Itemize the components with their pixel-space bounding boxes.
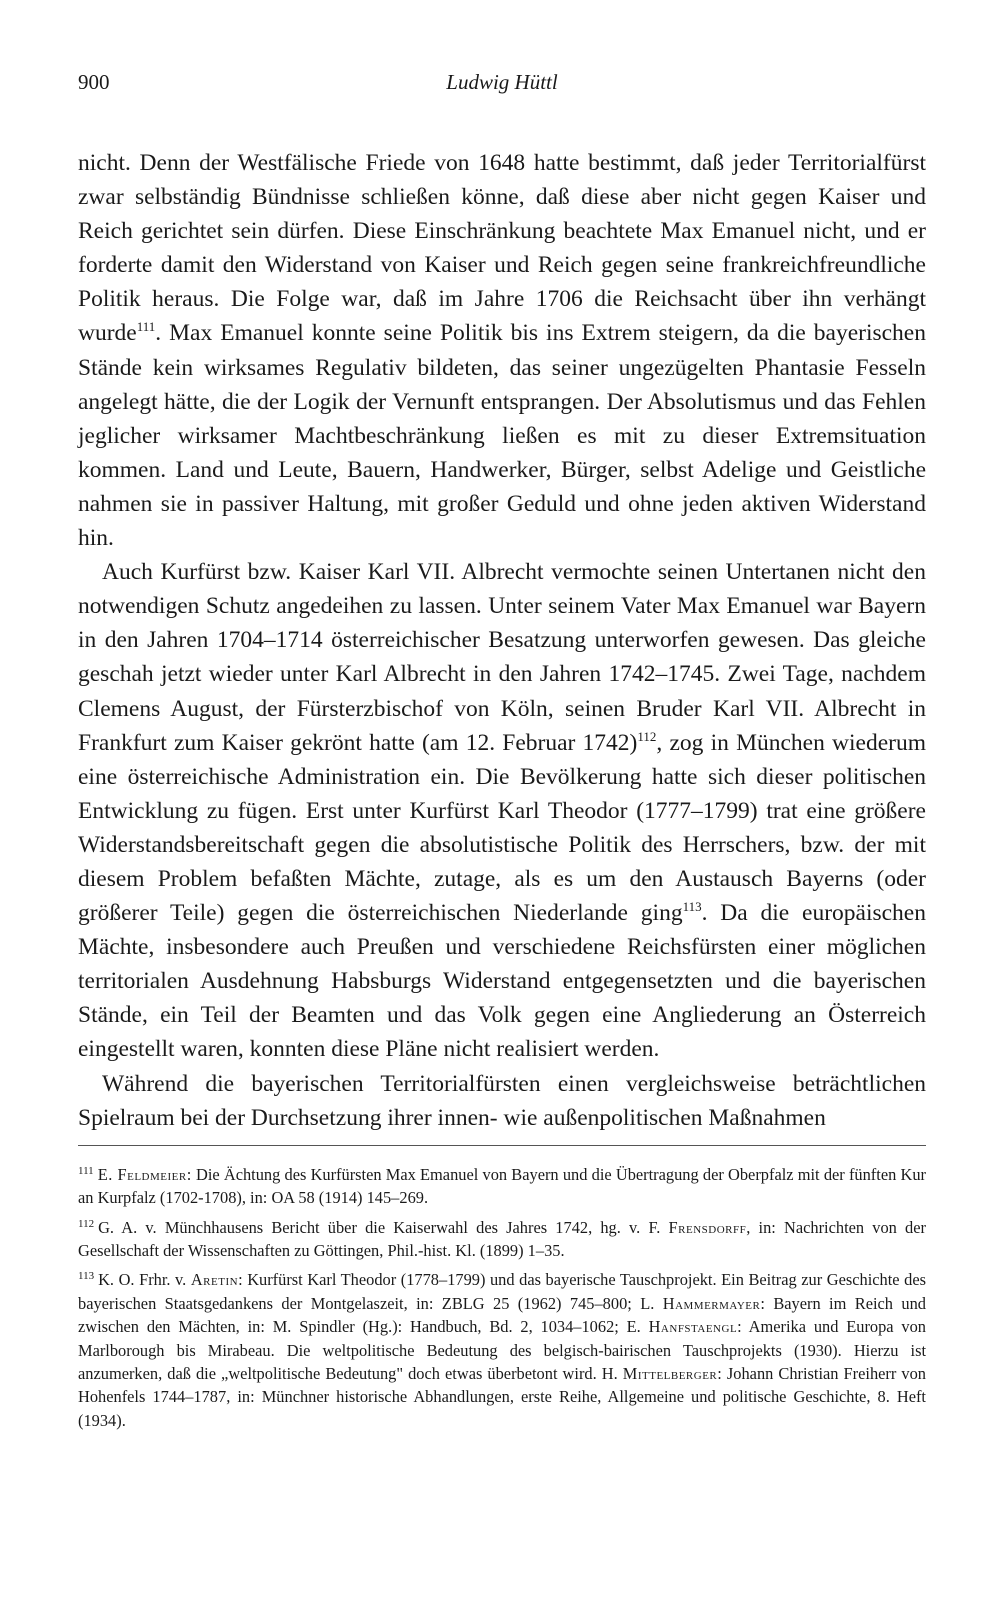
footnote-113 (78, 1265, 926, 1432)
footnote-author: Frensdorff (668, 1217, 747, 1237)
footnote-divider (78, 1145, 926, 1146)
body-text (78, 146, 926, 1135)
footnote-author: Hanfstaengl (648, 1317, 738, 1337)
paragraph-1 (78, 146, 926, 555)
footnote-author: E. Feldmeier: (97, 1164, 192, 1184)
footnote-text: , in: Nachrichten von der Gesellschaft der Wissenschaften zu Göttingen, Phil.-hist. Kl. (1899) 1–35. (78, 1217, 926, 1260)
paragraph-2-text-a: Auch Kurfürst bzw. Kaiser Karl VII. Albrecht vermochte seinen Untertanen nicht den notwendigen Schutz angedeihen zu lassen. Unter seinem Vater Max Emanuel war Bayern in den Jahren 1704–1714 österreichischer Besatzung unterworfen gewesen. Das gleiche geschah jetzt wieder unter Karl Albrecht in den Jahren 1742–1745. Zwei Tage, nachdem Clemens August, der Fürsterzbischof von Köln, seinen Bruder Karl VII. Albrecht in Frankfurt zum Kaiser gekrönt hatte (am 12. Februar 1742) (78, 559, 926, 756)
paragraph-2-text-c: . Da die europäischen Mächte, insbesondere auch Preußen und verschiedene Reichsfürsten einer möglichen territorialen Ausdehnung Habsburgs Widerstand entgegensetzten und die bayerischen Stände, ein Teil der Beamten und das Volk gegen eine Angliederung an Österreich eingestellt waren, konnten diese Pläne nicht realisiert werden. (78, 900, 926, 1063)
footnote-text: : Kurfürst Karl Theodor (1778–1799) und das bayerische Tauschprojekt. Ein Beitrag zur Geschichte des bayerischen Staatsgedankens der Montgelaszeit, in: ZBLG 25 (1962) 745–800; L. (78, 1270, 926, 1313)
footnote-ref-113[interactable]: 113 (682, 899, 702, 915)
footnote-author: Aretin (190, 1270, 239, 1290)
running-title: Ludwig Hüttl (446, 70, 558, 94)
footnote-ref-112[interactable]: 112 (637, 728, 657, 744)
book-page (78, 70, 926, 1435)
paragraph-1-text-b: . Max Emanuel konnte seine Politik bis ins Extrem steigern, da die bayerischen Stände kein wirksames Regulativ bildeten, das seiner ungezügelten Phantasie Fesseln angelegt hätte, die der Logik der Vernunft entsprangen. Der Absolutismus und das Fehlen jeglicher wirksamer Machtbeschränkung ließen es mit zu dieser Extremsituation kommen. Land und Leute, Bauern, Handwerker, Bürger, selbst Adelige und Geistliche nahmen sie in passiver Haltung, mit großer Geduld und ohne jeden aktiven Widerstand hin. (78, 320, 926, 552)
footnotes (78, 1160, 926, 1432)
footnote-text: K. O. Frhr. v. (98, 1270, 191, 1290)
running-head (78, 70, 926, 104)
footnote-ref-111[interactable]: 111 (136, 319, 156, 335)
paragraph-2-text-b: , zog in München wiederum eine österreichische Administration ein. Die Bevölkerung hatte sich dieser politischen Entwicklung zu fügen. Erst unter Kurfürst Karl Theodor (1777–1799) trat eine größere Widerstandsbereitschaft gegen die absolutistische Politik des Herrschers, bzw. der mit diesem Problem befaßten Mächte, zutage, als es um den Austausch Bayerns (oder größerer Teile) gegen die österreichischen Niederlande ging (78, 729, 926, 927)
paragraph-3: Während die bayerischen Territorialfürsten einen vergleichsweise beträchtlichen Spielraum bei der Durchsetzung ihrer innen- wie außenpolitischen Maßnahmen (78, 1070, 926, 1131)
footnote-author: Hammermayer (662, 1293, 761, 1313)
footnote-author: Mittelberger (622, 1363, 718, 1383)
footnote-112 (78, 1213, 926, 1263)
footnote-number: 112 (78, 1217, 95, 1230)
page-number: 900 (78, 70, 110, 94)
paragraph-1-text-a: nicht. Denn der Westfälische Friede von 1648 hatte bestimmt, daß jeder Territorialfürst zwar selbständig Bündnisse schließen könne, daß diese aber nicht gegen Kaiser und Reich gerichtet sein dürfen. Diese Einschränkung beachtete Max Emanuel nicht, und er forderte damit den Widerstand von Kaiser und Reich gegen seine frankreichfreundliche Politik heraus. Die Folge war, daß im Jahre 1706 die Reichsacht über ihn verhängt wurde (78, 150, 926, 347)
footnote-text: G. A. v. Münchhausens Bericht über die Kaiserwahl des Jahres 1742, hg. v. F. (98, 1217, 669, 1237)
footnote-text: : Amerika und Europa von Marlborough bis Mirabeau. Die weltpolitische Bedeutung des belgisch-bairischen Tauschprojekts (1930). Hierzu ist anzumerken, daß die „weltpolitische Bedeutung" doch etwas überbetont wird. H. (78, 1317, 926, 1383)
footnote-111 (78, 1160, 926, 1210)
footnote-number: 111 (78, 1164, 94, 1177)
footnote-text: : Bayern im Reich und zwischen den Mächten, in: M. Spindler (Hg.): Handbuch, Bd. 2, 1034–1062; E. (78, 1293, 926, 1337)
footnote-number: 113 (78, 1270, 95, 1283)
footnote-text: : Johann Christian Freiherr von Hohenfels 1744–1787, in: Münchner historische Abhandlungen, erste Reihe, Allgemeine und politische Geschichte, 8. Heft (1934). (78, 1363, 926, 1430)
paragraph-2 (78, 555, 926, 1066)
footnote-text: Die Ächtung des Kurfürsten Max Emanuel von Bayern und die Übertragung der Oberpfalz mit der fünften Kur an Kurpfalz (1702-1708), in: OA 58 (1914) 145–269. (78, 1164, 926, 1208)
